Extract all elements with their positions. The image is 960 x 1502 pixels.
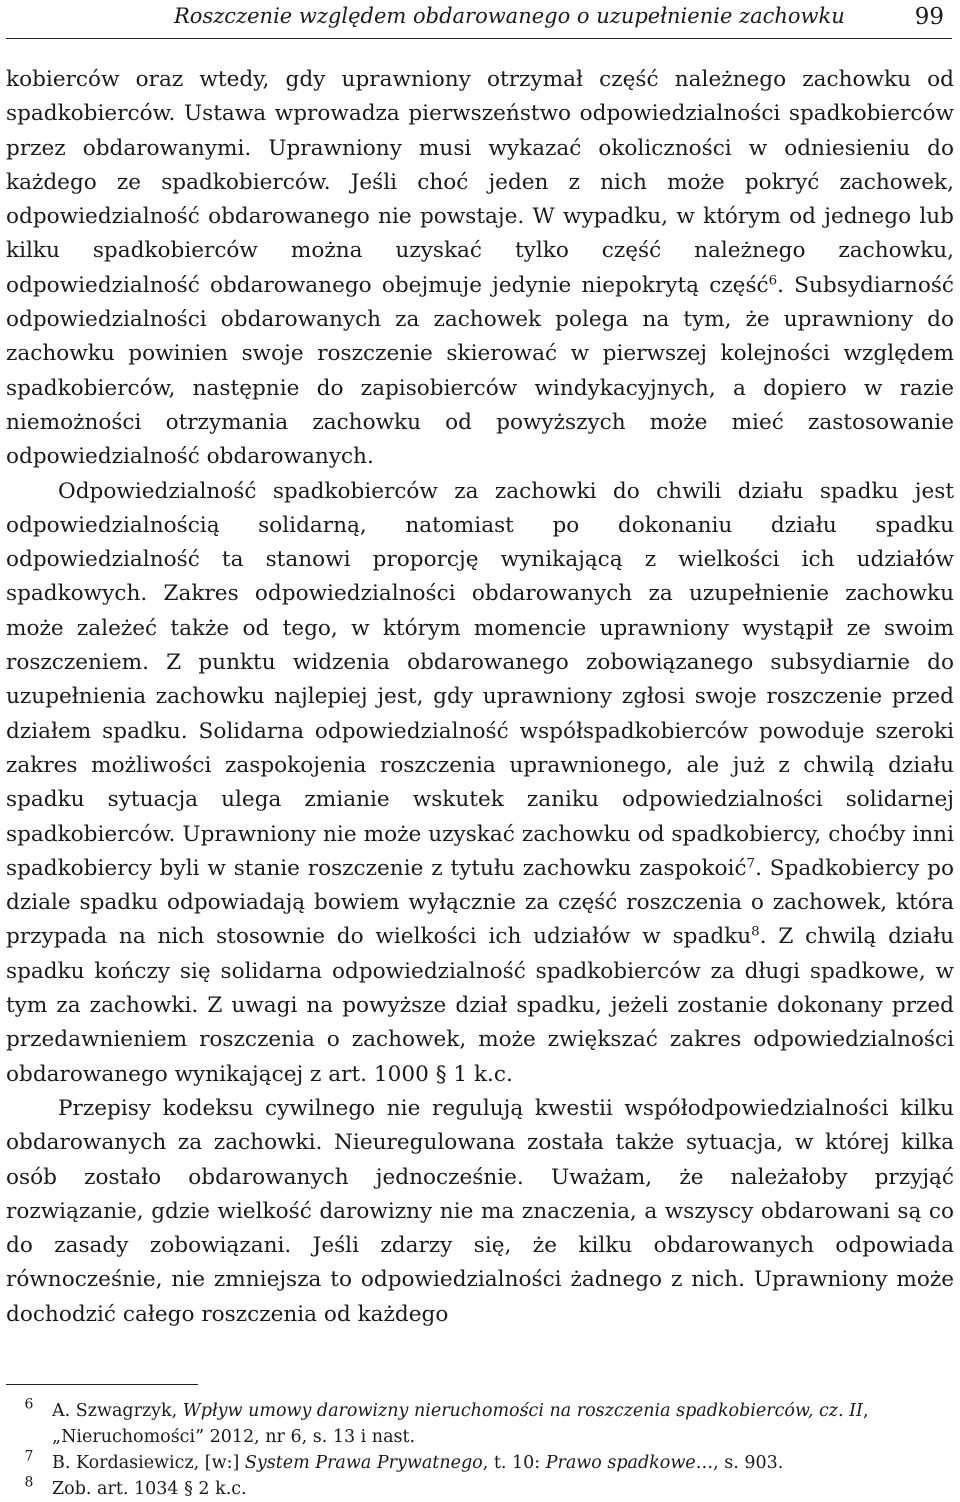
paragraph-2 (6, 475, 954, 1092)
paragraph-2-text-a: Odpowiedzialność spadkobierców za zachowki do chwili działu spadku jest odpowiedzialnością solidarną, natomiast po dokonaniu działu spadku odpowiedzialność ta stanowi proporcję wynikającą z wielkości ich udziałów spadkowych. Zakres odpowiedzialności obdarowanych za uzupełnienie zachowku może zależeć także od tego, w którym momencie uprawniony wystąpił ze swoim roszczeniem. Z punktu widzenia obdarowanego zobowiązanego subsydiarnie do uzupełnienia zachowku najlepiej jest, gdy uprawniony zgłosi swoje roszczenie przed działem spadku. Solidarna odpowiedzialność współspadkobierców powoduje szeroki zakres możliwości zaspokojenia roszczenia uprawnionego, ale już z chwilą działu spadku sytuacja ulega zmianie wskutek zaniku odpowiedzialności solidarnej spadkobierców. Uprawniony nie może uzyskać zachowku od spadkobiercy, choćby inni spadkobiercy byli w stanie roszczenie z tytułu zachowku zaspokoić (6, 478, 954, 881)
footnote-volume-title: Prawo spadkowe… (545, 1453, 714, 1473)
paragraph-3-text: Przepisy kodeksu cywilnego nie regulują kwestii współodpowiedzialności kilku obdarowanych za zachowki. Nieuregulowana została także sytuacja, w której kilka osób zostało obdarowanych jednocześnie. Uważam, że należałoby przyjąć rozwiązanie, gdzie wielkość darowizny nie ma znaczenia, a wszyscy obdarowani są co do zasady zobowiązani. Jeśli zdarzy się, że kilku obdarowanych odpowiada równocześnie, nie zmniejsza to odpowiedzialności żadnego z nich. Uprawniony może dochodzić całego roszczenia od każdego (6, 1095, 954, 1327)
footnote-author: A. Szwagrzyk, (52, 1401, 183, 1421)
running-head (6, 2, 952, 32)
footnote-author: B. Kordasiewicz, [w:] (52, 1453, 245, 1473)
footnote-source: , „Nieruchomości” 2012, nr 6, s. 13 i nast. (52, 1401, 869, 1447)
footnote-title: Wpływ umowy darowizny nieruchomości na roszczenia spadkobierców, cz. II (182, 1401, 863, 1421)
paragraph-2-text-b: . Spadkobiercy po dziale spadku odpowiadają bowiem wyłącznie za część roszczenia o zachowek, która przypada na nich stosownie do wielkości ich udziałów w spadku (6, 855, 954, 950)
footnote-text: Zob. art. 1034 § 2 k.c. (52, 1479, 247, 1499)
paragraph-1-text-b: . Subsydiarność odpowiedzialności obdarowanych za zachowek polega na tym, że uprawniony do zachowku powinien swoje roszczenie skierować w pierwszej kolejności względem spadkobierców, następnie do zapisobierców windykacyjnych, a dopiero w razie niemożności otrzymania zachowku od powyższych może mieć zastosowanie odpowiedzialność obdarowanych. (6, 272, 954, 470)
main-text (6, 63, 954, 1332)
footnote-page: , s. 903. (713, 1453, 784, 1473)
footnote-title: System Prawa Prywatnego (244, 1453, 483, 1473)
footnote-volume: , t. 10: (482, 1453, 546, 1473)
footnote-number: 7 (24, 1448, 34, 1465)
footnote-8 (6, 1476, 954, 1502)
footnote-ref-8[interactable]: 8 (751, 925, 760, 941)
paragraph-2-text-c: . Z chwilą działu spadku kończy się solidarna odpowiedzialność spadkobierców za długi spadkowe, w tym za zachowki. Z uwagi na powyższe dział spadku, jeżeli zostanie dokonany przed przedawnieniem roszczenia o zachowek, może zwiększać zakres odpowiedzialności obdarowanego wynikającej z art. 1000 § 1 k.c. (6, 924, 954, 1087)
header-rule (6, 38, 952, 39)
running-title: Roszczenie względem obdarowanego o uzupełnienie zachowku (174, 4, 845, 28)
footnote-number: 6 (24, 1396, 34, 1413)
footnote-ref-7[interactable]: 7 (746, 856, 756, 872)
footnote-rule (6, 1384, 198, 1385)
paragraph-3 (6, 1092, 954, 1332)
footnote-7 (6, 1450, 954, 1476)
footnote-ref-6[interactable]: 6 (768, 273, 778, 289)
footnotes (6, 1398, 954, 1502)
paragraph-1 (6, 63, 954, 475)
page-number: 99 (914, 4, 944, 30)
footnote-number: 8 (24, 1474, 34, 1491)
paragraph-1-text-a: kobierców oraz wtedy, gdy uprawniony otrzymał część należnego zachowku od spadkobierców. Ustawa wprowadza pierwszeństwo odpowiedzialności spadkobierców przez obdarowanymi. Uprawniony musi wykazać okoliczności w odniesieniu do każdego ze spadkobierców. Jeśli choć jeden z nich może pokryć zachowek, odpowiedzialność obdarowanego nie powstaje. W wypadku, w którym od jednego lub kilku spadkobierców można uzyskać tylko część należnego zachowku, odpowiedzialność obdarowanego obejmuje jedynie niepokrytą część (6, 67, 954, 298)
footnote-6 (6, 1398, 954, 1450)
